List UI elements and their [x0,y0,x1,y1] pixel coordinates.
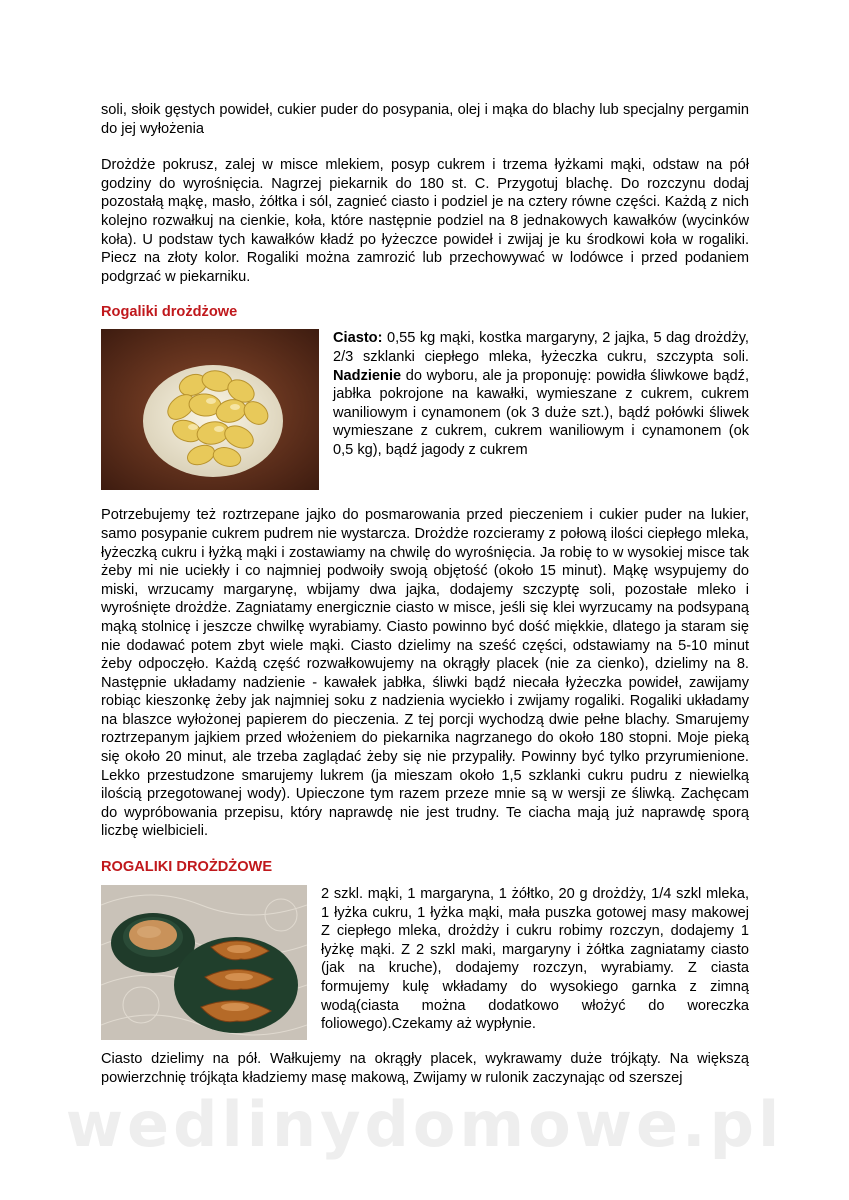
recipe2-ingredients-text: 2 szkl. mąki, 1 margaryna, 1 żółtko, 20 g drożdży, 1/4 szkl mleka, 1 łyżka cukru, 1 łyżka mąki, mała puszka gotowej masy makowej Z ciepłego mleka, drożdży i cukru robimy rozczyn, dodajemy 1 łyżkę mąki. Z 2 szkl maki, margaryny i żółtka zagniatamy ciasto (jak na kruche), dodajemy rozczyn, wyrabiamy. Z ciasta formujemy kulę wkładamy do wysokiego garnka z zimną wodą(ciasta można dodatkowo włożyć do woreczka foliowego).Czekamy aż wypłynie. [321,886,749,1033]
recipe2-ingredients [321,885,749,1034]
rogaliki-plate-photo [101,329,319,490]
ingredients-label: Ciasto: [333,330,383,347]
recipe1-title: Rogaliki drożdżowe [101,304,238,321]
recipe2-media [101,885,749,1040]
ingredients-text: 0,55 kg mąki, kostka margaryny, 2 jajka, 5 dag drożdży, 2/3 szklanki ciepłego mleka, łyżeczka cukru, szczypta soli. [333,330,749,365]
recipe1-media [101,329,749,490]
watermark-text: wedlinydomowe.pl [65,1088,784,1161]
filling-label: Nadzienie [333,367,402,384]
recipe1-ingredients [333,329,749,459]
intro-paragraph-2: Drożdże pokrusz, zalej w misce mlekiem, posyp cukrem i trzema łyżkami mąki, odstaw na pół godziny do wyrośnięcia. Nagrzej piekarnik do 180 st. C. Przygotuj blachę. Do rozczynu dodaj pozostałą mąkę, masło, żółtka i sól, zagnieć ciasto i podziel je na cztery równe części. Każdą z nich kolejno rozwałkuj na cienkie, koła, które następnie podziel na 8 jednakowych kawałków (wycinków koła). U podstaw tych kawałków kładź po łyżeczce powideł i zwijaj je ku środkowi koła w rogaliki. Piecz na złoty kolor. Rogaliki można zamrozić lub przechowywać w lodówce i przed podaniem podgrzać w piekarniku. [101,157,749,285]
intro-paragraph-1: soli, słoik gęstych powideł, cukier puder do posypania, olej i mąka do blachy lub specjalny pergamin do jej wyłożenia [101,102,749,137]
site-watermark [0,1088,849,1161]
recipe2-body: Ciasto dzielimy na pół. Wałkujemy na okrągły placek, wykrawamy duże trójkąty. Na większą powierzchnię trójkąta kładziemy masę makową, Zwijamy w rulonik zaczynając od szerszej [101,1051,749,1086]
croissants-coffee-photo [101,885,307,1040]
recipe1-body: Potrzebujemy też roztrzepane jajko do posmarowania przed pieczeniem i cukier puder na lukier, samo posypanie cukrem pudrem nie wystarcza. Drożdże rozcieramy z połową ilości ciepłego mleka, łyżeczką cukru i łyżką mąki i zostawiamy na chwilę do wyrośnięcia. Ja robię to w wysokiej misce tak żeby mi nie uciekły i co najmniej podwoiły swoją objętość (około 15 minut). Mąkę wsypujemy do miski, wrzucamy margarynę, wbijamy dwa jajka, dodajemy szczyptę soli, pozostałe mleko i wyrośnięte drożdże. Zagniatamy energicznie ciasto w misce, jeśli się klei wyrzucamy na podsypaną mąką stolnicę i jeszcze chwilkę wyrabiamy. Ciasto powinno być dość miękkie, dlatego ja staram się nie dodawać potem zbyt wiele mąki. Ciasto dzielimy na sześć części, odstawiamy na 5-10 minut żeby odpoczęło. Każdą część rozwałkowujemy na okrągły placek (nie za cienko), dzielimy na 8. Następnie układamy nadzienie - kawałek jabłka, śliwki bądź niecała łyżeczka powideł, zawijamy robiąc kieszonkę żeby jak najmniej soku z nadzienia wyciekło i zwijamy rogaliki. Rogaliki układamy na blaszce wyłożonej papierem do pieczenia. Z tej porcji wychodzą dwie pełne blachy. Smarujemy roztrzepanym jajkiem przed włożeniem do piekarnika nagrzanego do około 180 stopni. Moje pieką się około 20 minut, ale trzeba zaglądać żeby się nie przypaliły. Powinny być tylko przyrumienione. Lekko przestudzone smarujemy lukrem (ja mieszam około 1,5 szklanki cukru pudru z niewielką ilością przegotowanej wody). Upieczone tym razem przeze mnie są w wersji ze śliwką. Zachęcam do wypróbowania przepisu, który naprawdę nie jest trudny. Te ciacha mają już naprawdę sporą liczbę wielbicieli. [101,507,749,840]
document-page [101,101,749,1087]
recipe2-title: ROGALIKI DROŻDŻOWE [101,859,273,876]
filling-text: do wyboru, ale ja proponuję: powidła śliwkowe bądź, jabłka pokrojone na kawałki, wymieszane z cukrem, cukrem waniliowym i cynamonem (ok 3 duże szt.), bądź połówki śliwek wymieszane z cukrem, cukrem waniliowym i cynamonem (ok 0,5 kg), bądź jagody z cukrem [333,367,749,458]
